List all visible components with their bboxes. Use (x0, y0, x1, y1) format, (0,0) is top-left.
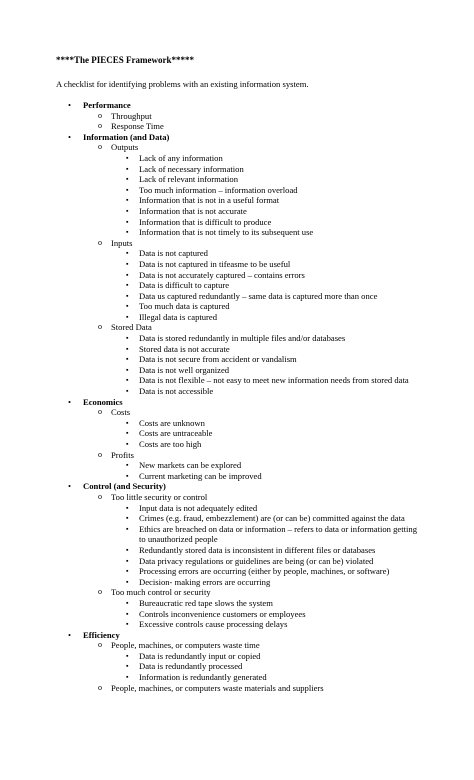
checklist-item: ▪ Illegal data is captured (0, 312, 421, 323)
checklist-item: ▪ Stored data is not accurate (0, 344, 421, 355)
checklist-item: ▪ Current marketing can be improved (0, 471, 421, 482)
checklist-item: ▪ Data is redundantly processed (0, 661, 421, 672)
checklist-item: ▪ Crimes (e.g. fraud, embezzlement) are (or can be) committed against the data (0, 513, 421, 524)
subsection-stored-data: o Stored Data (0, 322, 474, 333)
subsection-too-much-control-or-security: o Too much control or security (0, 587, 474, 598)
checklist-item: ▪ Data is not well organized (0, 365, 421, 376)
section-heading-control-and-security: • Control (and Security) (0, 481, 474, 492)
checklist-item: ▪ Processing errors are occurring (either by people, machines, or software) (0, 566, 421, 577)
checklist-item: ▪ Data is not captured in tifeasme to be useful (0, 259, 421, 270)
checklist-item: ▪ Data is not flexible – not easy to meet new information needs from stored data (0, 375, 421, 386)
pieces-checklist (0, 100, 474, 693)
checklist-item: ▪ Too much data is captured (0, 301, 421, 312)
checklist-item: ▪ Controls inconvenience customers or employees (0, 609, 421, 620)
subsection-inputs: o Inputs (0, 238, 474, 249)
checklist-item: ▪ Data is stored redundantly in multiple files and/or databases (0, 333, 421, 344)
checklist-item: ▪ Redundantly stored data is inconsistent in different files or databases (0, 545, 421, 556)
checklist-item: ▪ Data is not accurately captured – contains errors (0, 270, 421, 281)
checklist-item: ▪ Information that is not in a useful format (0, 195, 421, 206)
checklist-item: ▪ Information that is difficult to produce (0, 217, 421, 228)
checklist-item: ▪ Lack of necessary information (0, 164, 421, 175)
document-title: ****The PIECES Framework***** (56, 55, 194, 65)
subsection-outputs: o Outputs (0, 142, 474, 153)
checklist-item: ▪ Costs are unknown (0, 418, 421, 429)
subsection-costs: o Costs (0, 407, 474, 418)
checklist-item: ▪ Data is difficult to capture (0, 280, 421, 291)
checklist-item: ▪ Ethics are breached on data or information – refers to data or information getting to unauthorized people (0, 524, 421, 545)
section-heading-efficiency: • Efficiency (0, 630, 474, 641)
checklist-item: ▪ Lack of relevant information (0, 174, 421, 185)
checklist-item: ▪ Lack of any information (0, 153, 421, 164)
section-heading-economics: • Economics (0, 397, 474, 408)
checklist-item: ▪ New markets can be explored (0, 460, 421, 471)
checklist-item: ▪ Excessive controls cause processing delays (0, 619, 421, 630)
checklist-item: ▪ Data privacy regulations or guidelines are being (or can be) violated (0, 556, 421, 567)
subsection-too-little-security-or-control: o Too little security or control (0, 492, 474, 503)
section-heading-information-and-data: • Information (and Data) (0, 132, 474, 143)
checklist-item: ▪ Input data is not adequately edited (0, 503, 421, 514)
checklist-item: ▪ Decision- making errors are occurring (0, 577, 421, 588)
checklist-item: ▪ Data us captured redundantly – same data is captured more than once (0, 291, 421, 302)
checklist-item: ▪ Bureaucratic red tape slows the system (0, 598, 421, 609)
checklist-item: ▪ Information that is not timely to its subsequent use (0, 227, 421, 238)
checklist-item: ▪ Information is redundantly generated (0, 672, 421, 683)
section-heading-performance: • Performance (0, 100, 474, 111)
intro-text: A checklist for identifying problems with an existing information system. (56, 79, 309, 89)
subsection-people-machines-or-computers-waste-materials-and-suppliers: o People, machines, or computers waste materials and suppliers (0, 683, 474, 694)
checklist-item: ▪ Too much information – information overload (0, 185, 421, 196)
checklist-item: ▪ Data is not secure from accident or vandalism (0, 354, 421, 365)
subsection-response-time: o Response Time (0, 121, 474, 132)
subsection-throughput: o Throughput (0, 111, 474, 122)
checklist-item: ▪ Data is redundantly input or copied (0, 651, 421, 662)
checklist-item: ▪ Costs are too high (0, 439, 421, 450)
checklist-item: ▪ Costs are untraceable (0, 428, 421, 439)
checklist-item: ▪ Data is not accessible (0, 386, 421, 397)
checklist-item: ▪ Information that is not accurate (0, 206, 421, 217)
subsection-people-machines-or-computers-waste-time: o People, machines, or computers waste time (0, 640, 474, 651)
subsection-profits: o Profits (0, 450, 474, 461)
checklist-item: ▪ Data is not captured (0, 248, 421, 259)
